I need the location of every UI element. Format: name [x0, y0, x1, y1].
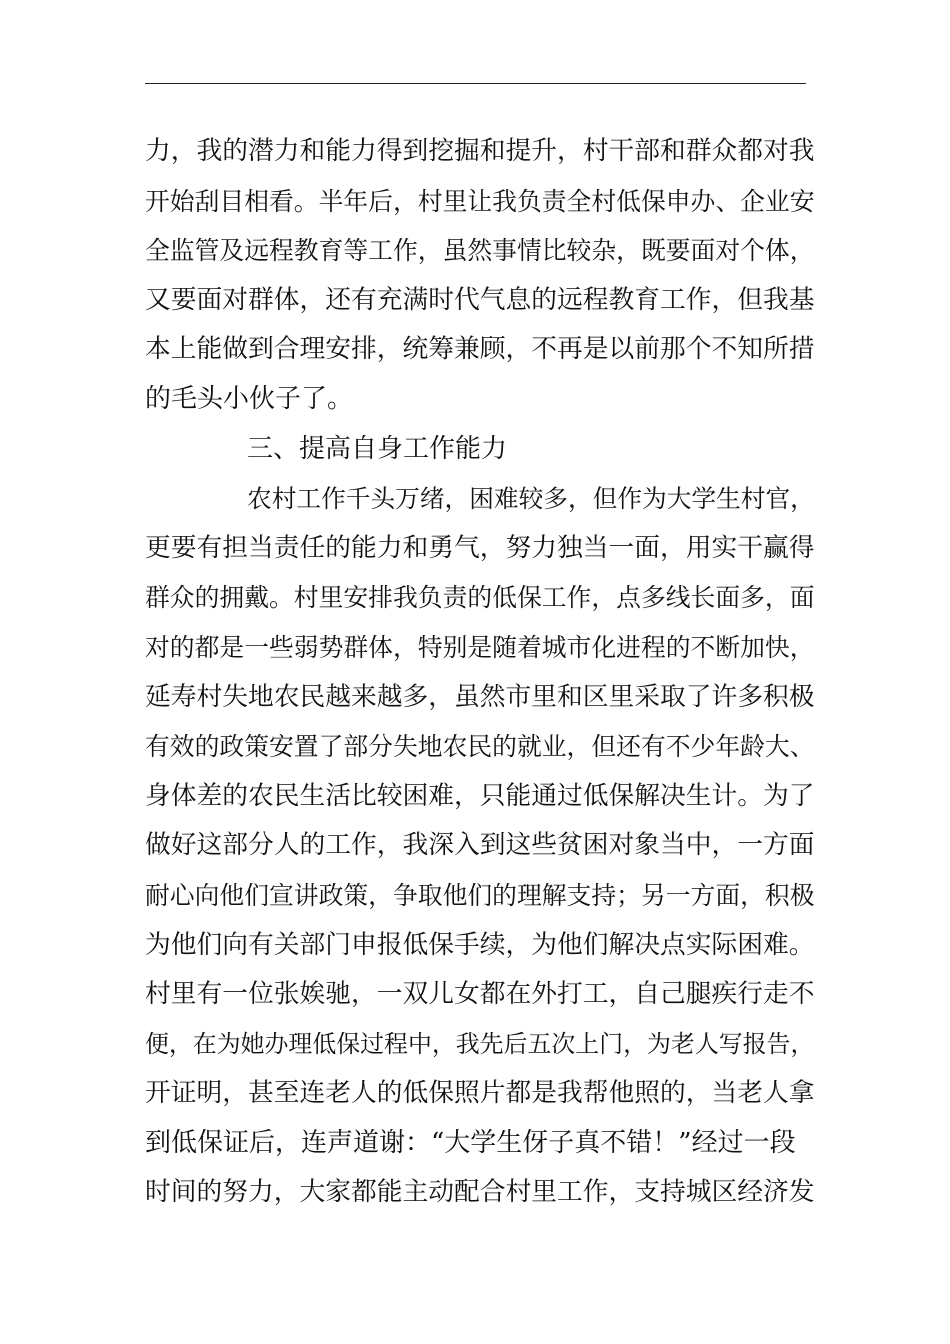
text-line: 为他们向有关部门申报低保手续，为他们解决点实际困难。 — [145, 929, 815, 960]
text-line: 身体差的农民生活比较困难，只能通过低保解决生计。为了 — [145, 780, 815, 811]
header-rule — [145, 83, 806, 84]
text-line: 开证明，甚至连老人的低保照片都是我帮他照的，当老人拿 — [145, 1078, 815, 1109]
text-line: 延寿村失地农民越来越多，虽然市里和区里采取了许多积极 — [145, 681, 815, 712]
text-line: 时间的努力，大家都能主动配合村里工作，支持城区经济发 — [145, 1177, 815, 1208]
text-line: 做好这部分人的工作，我深入到这些贫困对象当中，一方面 — [145, 830, 815, 861]
text-line: 更要有担当责任的能力和勇气，努力独当一面，用实干赢得 — [145, 532, 815, 563]
text-line: 便，在为她办理低保过程中，我先后五次上门，为老人写报告， — [145, 1029, 815, 1058]
text-line: 开始刮目相看。半年后，村里让我负责全村低保申办、企业安 — [145, 186, 815, 216]
text-line: 的毛头小伙子了。 — [145, 383, 354, 414]
text-line: 有效的政策安置了部分失地农民的就业，但还有不少年龄大、 — [145, 732, 815, 762]
text-line: 到低保证后，连声道谢：“大学生伢子真不错！”经过一段 — [145, 1127, 796, 1158]
text-line: 农村工作千头万绪，困难较多，但作为大学生村官， — [247, 484, 815, 514]
text-line: 力，我的潜力和能力得到挖掘和提升，村干部和群众都对我 — [145, 136, 815, 166]
text-line: 对的都是一些弱势群体，特别是随着城市化进程的不断加快， — [145, 632, 815, 662]
text-line: 又要面对群体，还有充满时代气息的远程教育工作，但我基 — [145, 284, 815, 315]
text-line: 村里有一位张娭驰，一双儿女都在外打工，自己腿疾行走不 — [145, 979, 815, 1010]
text-line: 本上能做到合理安排，统筹兼顾，不再是以前那个不知所措 — [145, 334, 815, 365]
text-line: 全监管及远程教育等工作，虽然事情比较杂，既要面对个体， — [145, 236, 815, 266]
document-body — [145, 127, 815, 1218]
section-heading: 三、提高自身工作能力 — [247, 433, 508, 464]
text-line: 耐心向他们宣讲政策，争取他们的理解支持；另一方面，积极 — [145, 880, 815, 910]
text-line: 群众的拥戴。村里安排我负责的低保工作，点多线长面多，面 — [145, 583, 815, 613]
